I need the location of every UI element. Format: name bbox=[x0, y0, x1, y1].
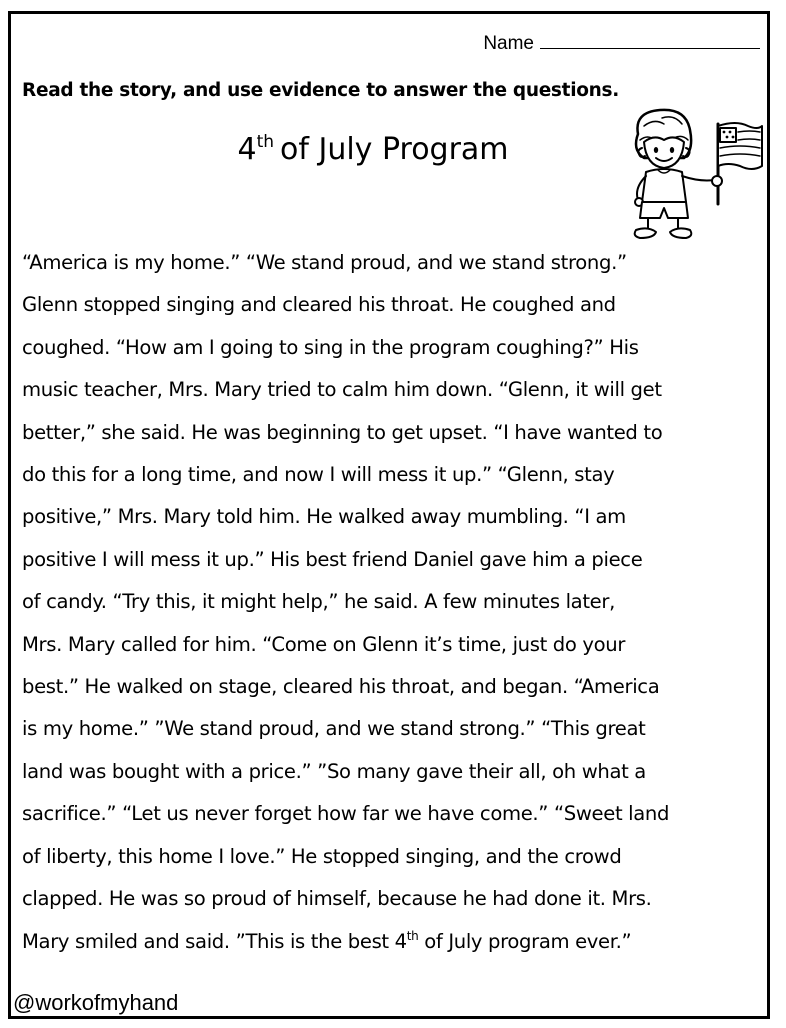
story-line: of liberty, this home I love.” He stopped singing, and the crowd bbox=[22, 844, 622, 868]
instructions: Read the story, and use evidence to answer the questions. bbox=[22, 80, 619, 101]
story-line: better,” she said. He was beginning to get upset. “I have wanted to bbox=[22, 420, 663, 444]
story-line: is my home.” ”We stand proud, and we stand strong.” “This great bbox=[22, 717, 646, 741]
story-line: sacrifice.” “Let us never forget how far we have come.” “Sweet land bbox=[22, 802, 670, 826]
story-line: positive,” Mrs. Mary told him. He walked away mumbling. “I am bbox=[22, 505, 626, 529]
story-last-line-end: of July program ever.” bbox=[418, 929, 632, 953]
title-text: of July Program bbox=[280, 132, 509, 167]
title-number: 4 bbox=[237, 132, 257, 167]
story-text bbox=[22, 242, 767, 963]
name-label: Name bbox=[483, 33, 534, 54]
story-line: land was bought with a price.” ”So many gave their all, oh what a bbox=[22, 759, 646, 783]
story-line: positive I will mess it up.” His best friend Daniel gave him a piece bbox=[22, 547, 643, 571]
story-line: coughed. “How am I going to sing in the program coughing?” His bbox=[22, 335, 639, 359]
story-line: Glenn stopped singing and cleared his throat. He coughed and bbox=[22, 293, 616, 317]
story-line: do this for a long time, and now I will mess it up.” “Glenn, stay bbox=[22, 463, 615, 487]
story-line: best.” He walked on stage, cleared his throat, and began. “America bbox=[22, 675, 660, 699]
story-line: clapped. He was so proud of himself, because he had done it. Mrs. bbox=[22, 887, 652, 911]
name-blank-line[interactable] bbox=[540, 32, 760, 49]
story-line: “America is my home.” “We stand proud, and we stand strong.” bbox=[22, 251, 627, 274]
story-last-line bbox=[22, 921, 767, 963]
story-line: of candy. “Try this, it might help,” he said. A few minutes later, bbox=[22, 590, 615, 614]
title-ordinal-suffix: th bbox=[256, 132, 275, 152]
name-field bbox=[483, 32, 760, 55]
credit-watermark: @workofmyhand bbox=[13, 990, 179, 1015]
story-line: music teacher, Mrs. Mary tried to calm him down. “Glenn, it will get bbox=[22, 378, 662, 402]
child-holding-flag-icon bbox=[614, 104, 766, 244]
story-line: Mrs. Mary called for him. “Come on Glenn it’s time, just do your bbox=[22, 632, 626, 656]
story-last-line-start: Mary smiled and said. ”This is the best 4 bbox=[22, 929, 407, 953]
ordinal-suffix: th bbox=[406, 928, 419, 943]
